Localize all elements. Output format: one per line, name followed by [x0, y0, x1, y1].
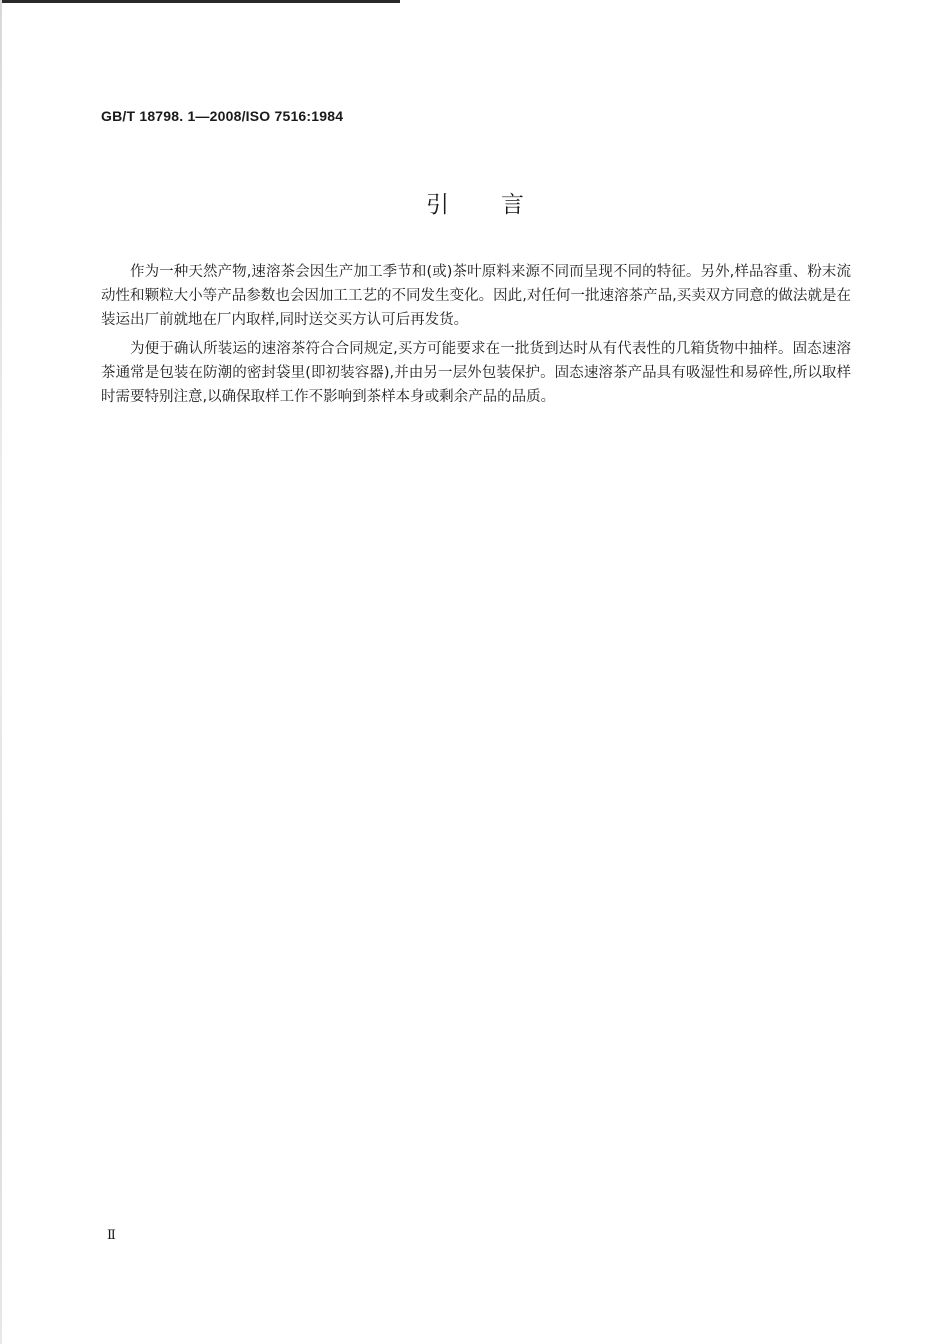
top-rule — [0, 0, 400, 3]
paragraph-1: 作为一种天然产物,速溶茶会因生产加工季节和(或)茶叶原料来源不同而呈现不同的特征。另外,样品容重、粉末流动性和颗粒大小等产品参数也会因加工工艺的不同发生变化。因此,对任何一批速溶茶产品,买卖双方同意的做法就是在装运出厂前就地在厂内取样,同时送交买方认可后再发货。 — [101, 264, 851, 328]
section-title: 引言 — [426, 192, 576, 218]
standard-number: GB/T 18798. 1—2008/ISO 7516:1984 — [101, 108, 344, 124]
page-number: Ⅱ — [107, 1228, 116, 1243]
paragraph-2: 为便于确认所装运的速溶茶符合合同规定,买方可能要求在一批货到达时从有代表性的几箱货物中抽样。固态速溶茶通常是包装在防潮的密封袋里(即初装容器),并由另一层外包装保护。固态速溶茶产品具有吸湿性和易碎性,所以取样时需要特别注意,以确保取样工作不影响到茶样本身或剩余产品的品质。 — [101, 341, 851, 405]
body-text — [101, 260, 851, 414]
